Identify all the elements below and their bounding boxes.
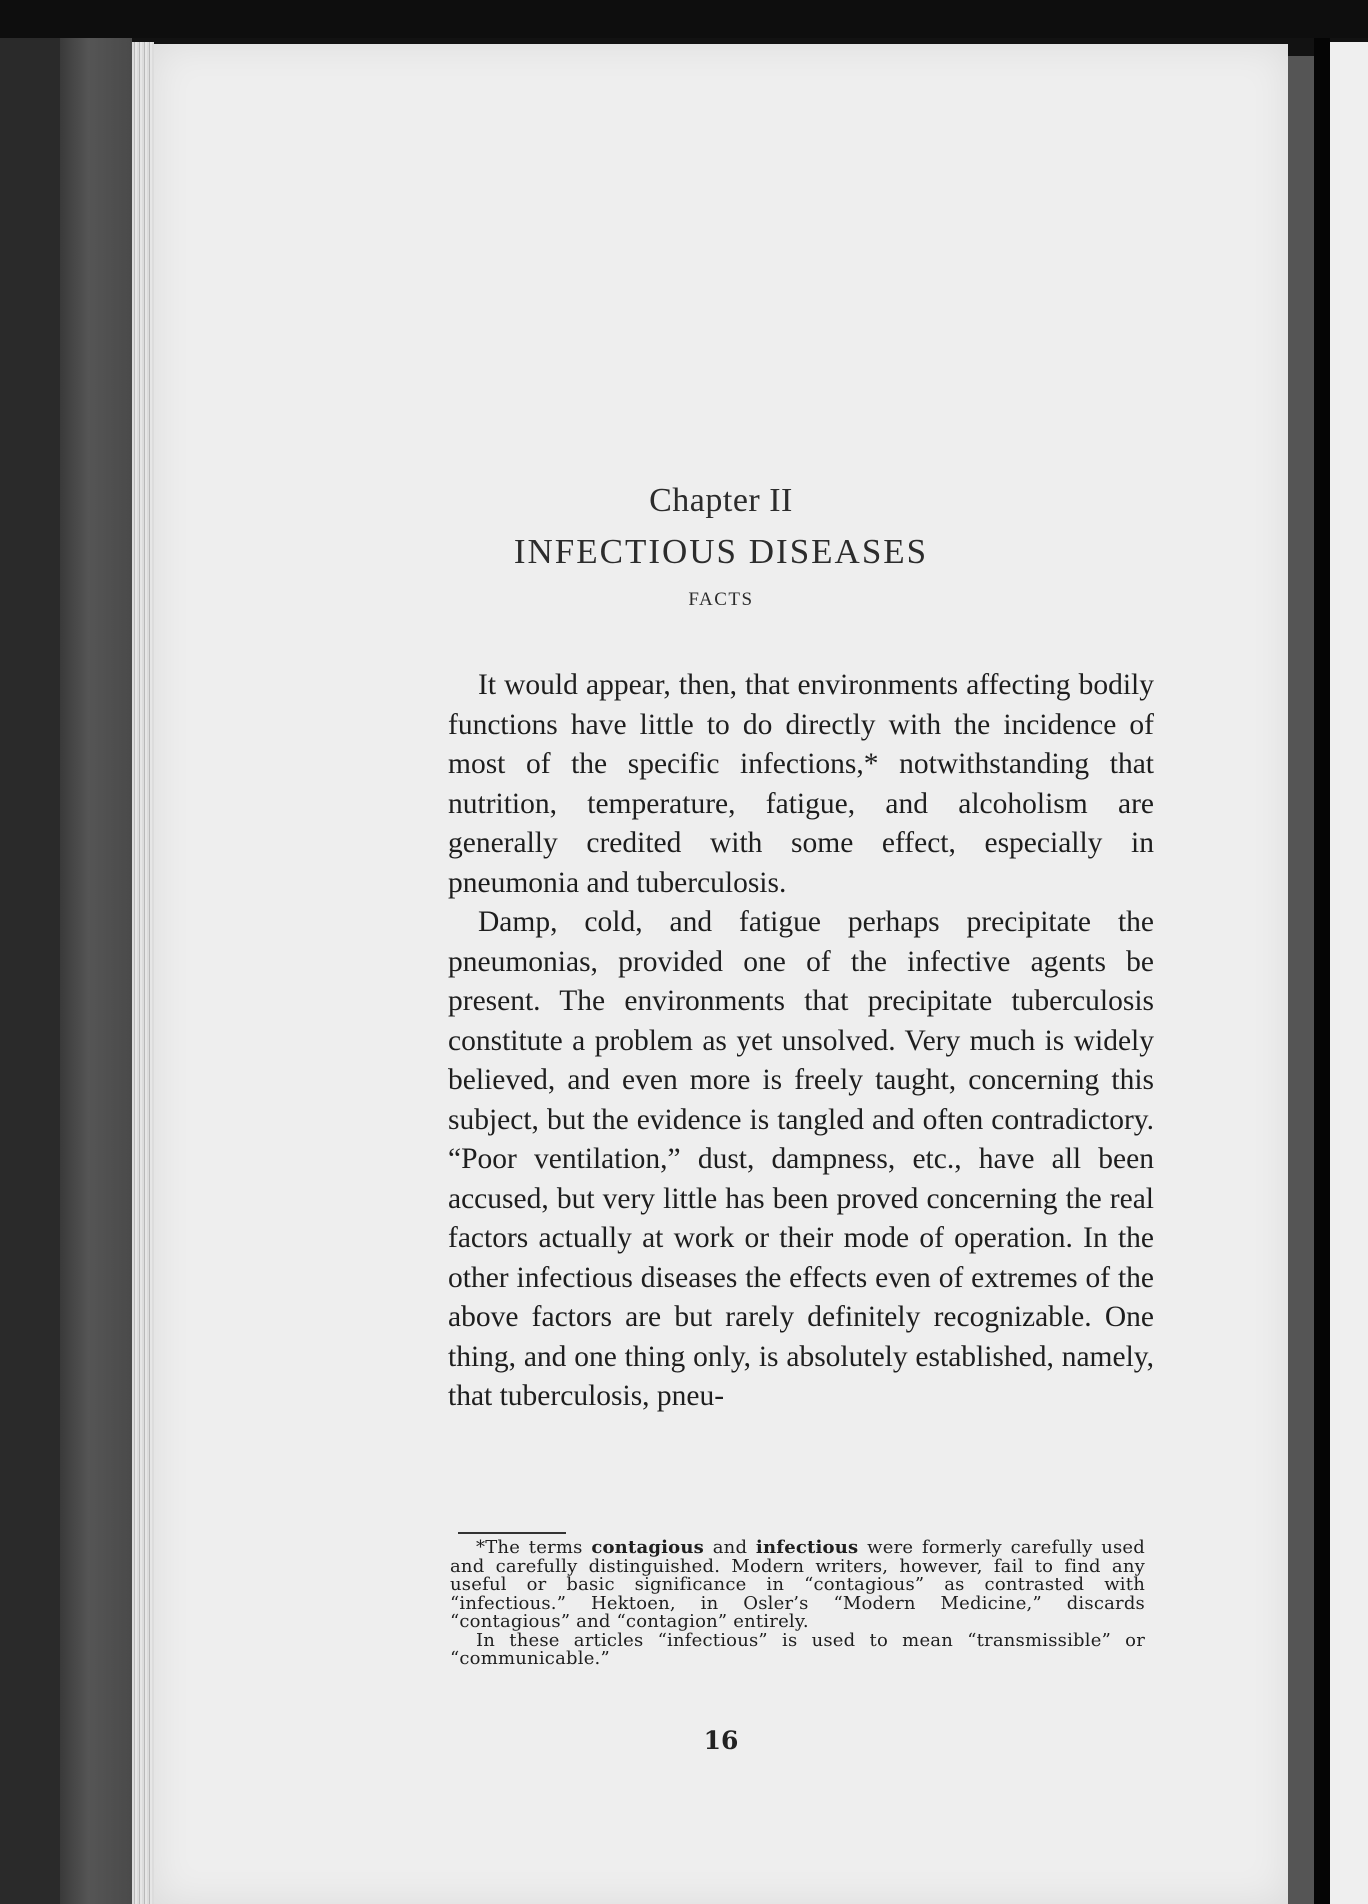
footnote-lead: *The terms [476, 1537, 592, 1558]
right-gutter [1314, 38, 1330, 1904]
section-label: FACTS [688, 589, 754, 610]
book-spine-shadow [60, 38, 132, 1904]
page-stack-edge [132, 42, 154, 1904]
footnote-mid: and [704, 1537, 756, 1558]
footnote-term-infectious: infectious [755, 1537, 859, 1558]
right-page-edge [1288, 56, 1314, 1904]
chapter-heading: Chapter II [649, 482, 793, 519]
page-number: 16 [703, 1726, 739, 1755]
footnote-paragraph-2: In these articles “infectious” is used to mean “transmissible” or “communicable.” [450, 1629, 1145, 1669]
book-cover-edge [0, 38, 60, 1904]
footnote-term-contagious: contagious [591, 1537, 704, 1558]
footnote-rule [458, 1532, 566, 1534]
scan-top-band [0, 0, 1368, 38]
footnote-paragraph-1 [450, 1539, 1145, 1632]
chapter-title: INFECTIOUS DISEASES [513, 532, 929, 571]
footnote-rest: were formerly carefully used and carefully distinguished. Modern writers, however, fail to find any useful or basic significance in “contagious” as contrasted with “infectious.” Hektoen, in Osler’s “Modern Medicine,” discards “contagious” and “contagion” entirely. [450, 1537, 1145, 1632]
adjacent-page [1330, 42, 1368, 1904]
book-page [154, 44, 1288, 1904]
body-text [448, 666, 1154, 1417]
paragraph-1: It would appear, then, that environments affecting bodily functions have little to do directly with the incidence of most of the specific infections,* notwithstanding that nutrition, temperature, fatigue, and alcoholism are generally credited with some effect, especially in pneumonia and tuberculosis. [448, 669, 1154, 899]
footnote [450, 1539, 1145, 1669]
paragraph-2: Damp, cold, and fatigue perhaps precipitate the pneumonias, provided one of the infective agents be present. The environments that precipitate tuberculosis constitute a problem as yet unsolved. Very much is widely believed, and even more is freely taught, concerning this subject, but the evidence is tangled and often contradictory. “Poor ventilation,” dust, dampness, etc., have all been accused, but very little has been proved concerning the real factors actually at work or their mode of operation. In the other infectious diseases the effects even of extremes of the above factors are but rarely definitely recognizable. One thing, and one thing only, is absolutely established, namely, that tuberculosis, pneu- [448, 906, 1154, 1412]
